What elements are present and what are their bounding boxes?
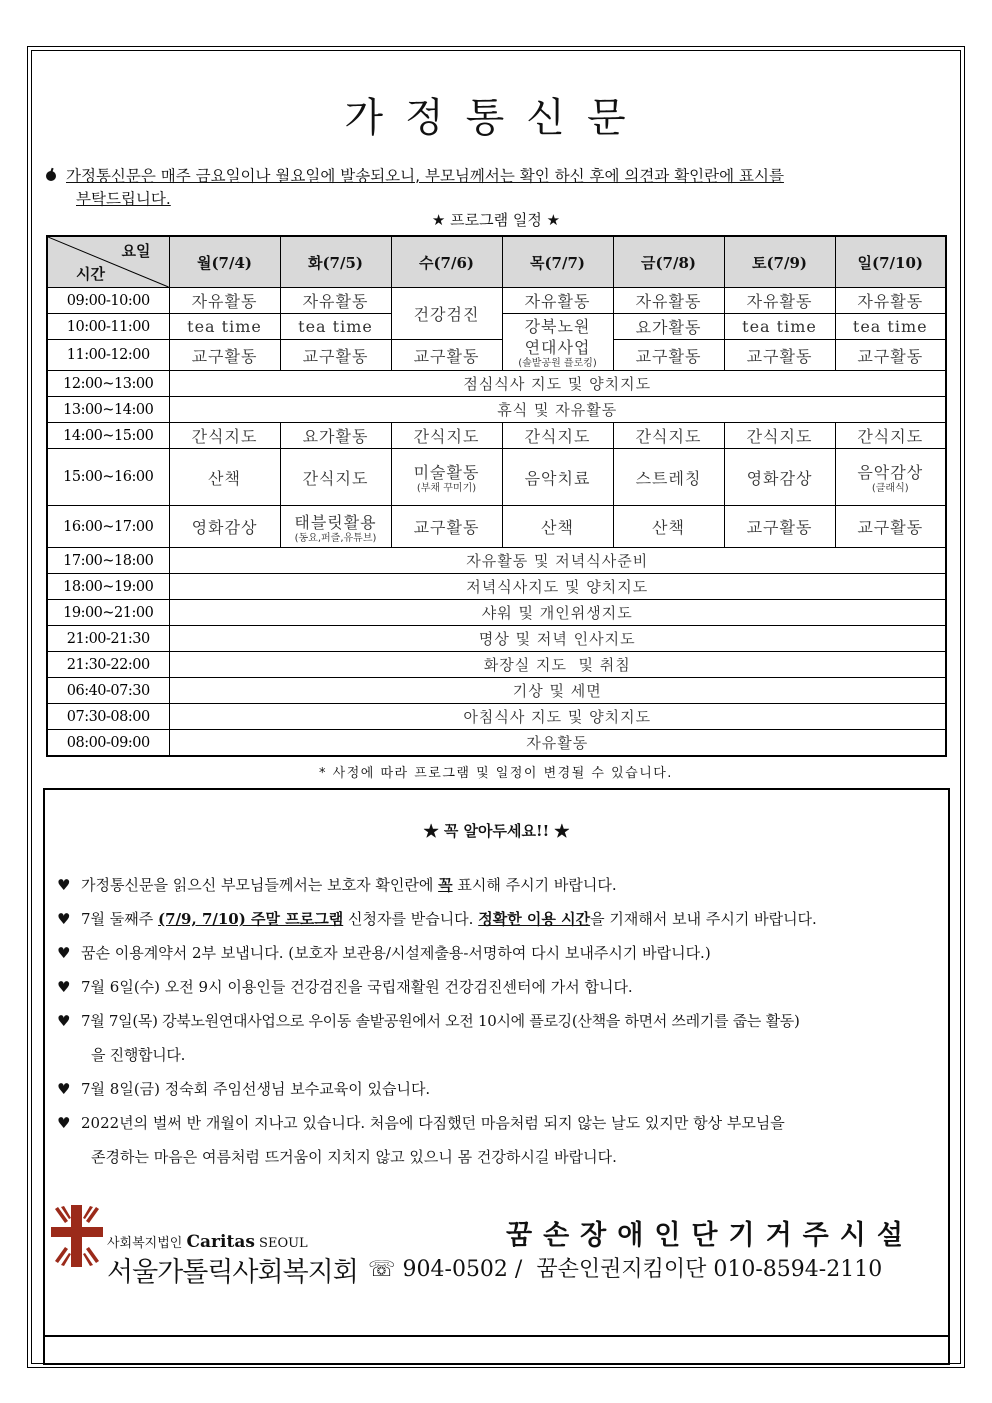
activity-cell: 요가활동 <box>613 314 724 340</box>
notice-item <box>57 970 947 1004</box>
day-header: 월(7/4) <box>169 236 280 288</box>
notice-item <box>57 1004 947 1072</box>
day-header: 일(7/10) <box>835 236 946 288</box>
activity-cell: 자유활동 <box>280 288 391 314</box>
activity-cell: 자유활동 <box>835 288 946 314</box>
activity-cell-all: 샤워 및 개인위생지도 <box>169 600 946 626</box>
activity-line: 태블릿활용 <box>294 512 377 532</box>
facility-phone: 904-0502 / <box>402 1257 523 1282</box>
activity-cell: 요가활동 <box>280 423 391 449</box>
activity-cell: 간식지도 <box>280 449 391 506</box>
activity-cell-all: 자유활동 <box>169 730 946 757</box>
activity-note: (동요,퍼즐,유튜브) <box>294 532 377 544</box>
activity-cell <box>835 449 946 506</box>
activity-cell: 간식지도 <box>502 423 613 449</box>
logo-subtitle-kr: 사회복지법인 <box>107 1236 183 1251</box>
time-cell: 07:30-08:00 <box>47 704 169 730</box>
logo-org-name: 서울가톨릭사회복지회 <box>107 1257 358 1288</box>
schedule-footnote: * 사정에 따라 프로그램 및 일정이 변경될 수 있습니다. <box>319 766 673 781</box>
notice-text: 2022년의 벌써 반 개월이 지나고 있습니다. 처음에 다짐했던 마음처럼 되지 않는 날도 있지만 항상 부모님을 <box>81 1114 785 1132</box>
notice-item <box>57 868 947 902</box>
time-cell: 06:40-07:30 <box>47 678 169 704</box>
notice-title: ★ 꼭 알아두세요!! ★ <box>423 822 570 840</box>
activity-line: 강북노원 <box>524 316 591 336</box>
activity-cell: 교구활동 <box>169 340 280 371</box>
activity-cell: 영화감상 <box>724 449 835 506</box>
activity-cell: tea time <box>169 314 280 340</box>
table-row <box>47 449 946 506</box>
activity-cell-all: 기상 및 세면 <box>169 678 946 704</box>
activity-cell: 교구활동 <box>391 506 502 548</box>
contact-line <box>368 1252 882 1283</box>
notice-emphasis: 정확한 이용 시간 <box>478 910 591 928</box>
activity-cell: 음악치료 <box>502 449 613 506</box>
activity-cell: 간식지도 <box>613 423 724 449</box>
notice-list <box>57 868 947 1174</box>
table-row <box>47 574 946 600</box>
time-cell: 14:00~15:00 <box>47 423 169 449</box>
time-cell: 18:00~19:00 <box>47 574 169 600</box>
day-header: 금(7/8) <box>613 236 724 288</box>
schedule-table <box>46 235 947 757</box>
activity-cell: 자유활동 <box>502 288 613 314</box>
table-row <box>47 397 946 423</box>
heart-icon: ♥ <box>57 910 71 928</box>
activity-cell-all: 아침식사 지도 및 양치지도 <box>169 704 946 730</box>
activity-line: 미술활동 <box>413 463 480 482</box>
activity-cell: 자유활동 <box>724 288 835 314</box>
page-title: 가정통신문 <box>344 95 648 141</box>
table-row <box>47 288 946 314</box>
activity-cell-all: 저녁식사지도 및 양치지도 <box>169 574 946 600</box>
activity-cell-all: 자유활동 및 저녁식사준비 <box>169 548 946 574</box>
table-row <box>47 423 946 449</box>
notice-emphasis: 꼭 <box>438 876 453 894</box>
time-cell: 16:00~17:00 <box>47 506 169 548</box>
activity-line: 음악감상 <box>857 463 924 482</box>
table-row <box>47 678 946 704</box>
activity-cell: tea time <box>280 314 391 340</box>
activity-cell-all: 명상 및 저녁 인사지도 <box>169 626 946 652</box>
activity-cell: 교구활동 <box>280 340 391 371</box>
corner-time-label: 시간 <box>76 265 105 283</box>
table-row <box>47 730 946 757</box>
intro-line-2: 부탁드립니다. <box>76 190 171 208</box>
heart-icon: ♥ <box>57 978 71 996</box>
phone-icon: ☏ <box>368 1257 396 1282</box>
notice-item <box>57 1106 947 1174</box>
activity-cell: 교구활동 <box>391 340 502 371</box>
activity-cell-all: 화장실 지도 및 취침 <box>169 652 946 678</box>
activity-note: (솔밭공원 플로킹) <box>518 357 597 369</box>
notice-text: 을 기재해서 보내 주시기 바랍니다. <box>590 910 817 928</box>
activity-cell <box>391 449 502 506</box>
activity-cell: 간식지도 <box>391 423 502 449</box>
notice-item <box>57 936 947 970</box>
day-header: 토(7/9) <box>724 236 835 288</box>
activity-cell: 자유활동 <box>169 288 280 314</box>
apple-bullet-icon <box>46 171 56 181</box>
activity-cell: 교구활동 <box>724 340 835 371</box>
day-header: 화(7/5) <box>280 236 391 288</box>
activity-cell: 교구활동 <box>613 340 724 371</box>
activity-cell: 산책 <box>613 506 724 548</box>
activity-cell: tea time <box>724 314 835 340</box>
activity-note: (클래식) <box>871 483 909 494</box>
notice-text-continued: 을 진행합니다. <box>91 1046 186 1064</box>
activity-cell: 영화감상 <box>169 506 280 548</box>
activity-cell: tea time <box>835 314 946 340</box>
activity-cell: 산책 <box>169 449 280 506</box>
activity-cell: 건강검진 <box>391 288 502 340</box>
activity-cell: 간식지도 <box>835 423 946 449</box>
time-cell: 13:00~14:00 <box>47 397 169 423</box>
activity-cell: 스트레칭 <box>613 449 724 506</box>
notice-emphasis: (7/9, 7/10) 주말 프로그램 <box>158 910 344 928</box>
notice-text: 7월 7일(목) 강북노원연대사업으로 우이동 솔밭공원에서 오전 10시에 플로깅(산책을 하면서 쓰레기를 줍는 활동) <box>81 1012 800 1030</box>
logo-subtitle-city: SEOUL <box>259 1236 308 1251</box>
time-cell: 08:00-09:00 <box>47 730 169 757</box>
time-cell: 21:30-22:00 <box>47 652 169 678</box>
notice-bottom-strip <box>43 1335 950 1365</box>
notice-text: 7월 6일(수) 오전 9시 이용인들 건강검진을 국립재활원 건강검진센터에 가서 합니다. <box>81 978 633 996</box>
heart-icon: ♥ <box>57 1114 71 1132</box>
heart-icon: ♥ <box>57 1080 71 1098</box>
schedule-heading: ★ 프로그램 일정 ★ <box>431 211 561 229</box>
table-row <box>47 340 946 371</box>
notice-text: 가정통신문을 읽으신 부모님들께서는 보호자 확인란에 <box>81 876 439 894</box>
logo-subtitle-en: Caritas <box>186 1232 255 1252</box>
activity-cell: 교구활동 <box>835 506 946 548</box>
notice-text: 7월 8일(금) 정숙회 주임선생님 보수교육이 있습니다. <box>81 1080 431 1098</box>
time-cell: 17:00~18:00 <box>47 548 169 574</box>
time-cell: 10:00-11:00 <box>47 314 169 340</box>
activity-line: 연대사업 <box>524 337 591 357</box>
notice-text: 신청자를 받습니다. <box>343 910 479 928</box>
activity-cell: 교구활동 <box>835 340 946 371</box>
notice-item <box>57 902 947 936</box>
activity-cell: 간식지도 <box>169 423 280 449</box>
table-header-row <box>47 236 946 288</box>
notice-item <box>57 1072 947 1106</box>
activity-cell-merged <box>502 314 613 371</box>
activity-cell: 간식지도 <box>724 423 835 449</box>
table-row <box>47 652 946 678</box>
corner-cell <box>47 236 169 288</box>
heart-icon: ♥ <box>57 876 71 894</box>
corner-day-label: 요일 <box>121 242 151 260</box>
heart-icon: ♥ <box>57 1012 71 1030</box>
day-header: 수(7/6) <box>391 236 502 288</box>
table-row <box>47 506 946 548</box>
notice-text: 7월 둘째주 <box>81 910 159 928</box>
intro-line-1: 가정통신문은 매주 금요일이나 월요일에 발송되오니, 부모님께서는 확인 하신 후에 의견과 확인란에 표시를 <box>66 167 784 185</box>
logo-subtitle <box>107 1232 308 1252</box>
time-cell: 15:00~16:00 <box>47 449 169 506</box>
rights-team-label: 꿈손인권지킴이단 <box>536 1257 707 1282</box>
notice-text-continued: 존경하는 마음은 여름처럼 뜨거움이 지치지 않고 있으니 몸 건강하시길 바랍니다. <box>91 1148 617 1166</box>
facility-name: 꿈손장애인단기거주시설 <box>506 1220 914 1251</box>
table-row <box>47 548 946 574</box>
rights-team-phone: 010-8594-2110 <box>713 1257 883 1282</box>
activity-cell-all: 점심식사 지도 및 양치지도 <box>169 371 946 397</box>
activity-note: (부채 꾸미기) <box>416 483 477 494</box>
table-row <box>47 371 946 397</box>
time-cell: 09:00-10:00 <box>47 288 169 314</box>
intro-notice <box>46 165 926 211</box>
activity-cell-all: 휴식 및 자유활동 <box>169 397 946 423</box>
heart-icon: ♥ <box>57 944 71 962</box>
table-row <box>47 600 946 626</box>
table-row <box>47 626 946 652</box>
time-cell: 19:00~21:00 <box>47 600 169 626</box>
activity-cell: 산책 <box>502 506 613 548</box>
time-cell: 12:00~13:00 <box>47 371 169 397</box>
time-cell: 21:00-21:30 <box>47 626 169 652</box>
notice-text: 꿈손 이용계약서 2부 보냅니다. (보호자 보관용/시설제출용-서명하여 다시 보내주시기 바랍니다.) <box>81 944 711 962</box>
notice-text: 표시해 주시기 바랍니다. <box>452 876 617 894</box>
activity-cell <box>280 506 391 548</box>
activity-cell: 교구활동 <box>724 506 835 548</box>
table-row <box>47 704 946 730</box>
activity-cell: 자유활동 <box>613 288 724 314</box>
time-cell: 11:00-12:00 <box>47 340 169 371</box>
day-header: 목(7/7) <box>502 236 613 288</box>
cross-logo-icon <box>51 1205 103 1267</box>
